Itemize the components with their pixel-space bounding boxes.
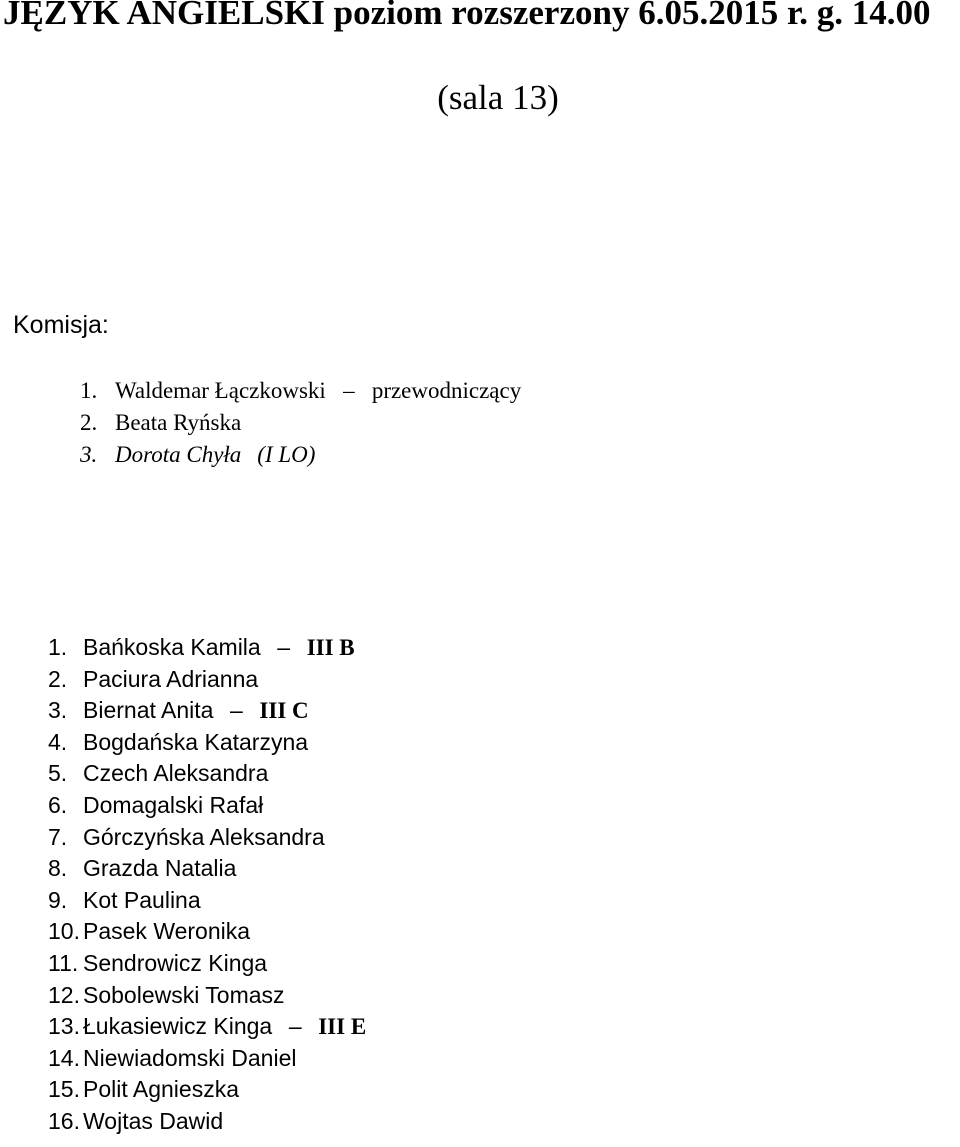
student-name: Bogdańska Katarzyna <box>83 728 309 755</box>
student-number: 7. <box>48 823 68 850</box>
member-role: przewodniczący <box>371 378 522 403</box>
committee-list <box>80 375 521 471</box>
student-class: III C <box>259 698 309 724</box>
student-number: 10. <box>48 918 80 945</box>
page-title: JĘZYK ANGIELSKI poziom rozszerzony 6.05.2015 r. g. 14.00 <box>3 0 931 32</box>
member-school: (I LO) <box>257 442 316 467</box>
student-name: Łukasiewicz Kinga <box>83 1013 273 1040</box>
student-number: 12. <box>48 981 80 1008</box>
student-name: Sendrowicz Kinga <box>83 949 268 976</box>
student-row <box>48 1011 366 1043</box>
dash-separator: – <box>277 634 291 660</box>
student-row <box>48 1043 366 1075</box>
member-name: Waldemar Łączkowski <box>115 378 326 403</box>
student-row <box>48 632 366 664</box>
student-name: Wojtas Dawid <box>83 1107 224 1134</box>
student-number: 9. <box>48 886 68 913</box>
student-list <box>48 632 366 1138</box>
student-row <box>48 948 366 980</box>
student-class: III B <box>306 635 355 660</box>
member-number: 3. <box>80 442 98 467</box>
student-number: 8. <box>48 855 68 882</box>
student-number: 15. <box>48 1076 80 1103</box>
student-number: 3. <box>48 697 68 724</box>
member-name: Beata Ryńska <box>115 410 242 435</box>
student-name: Biernat Anita <box>83 697 214 724</box>
student-row <box>48 916 366 948</box>
student-number: 11. <box>48 949 79 976</box>
dash-separator: – <box>230 697 243 724</box>
student-name: Domagalski Rafał <box>83 791 264 818</box>
committee-member <box>80 407 521 439</box>
student-row <box>48 664 366 696</box>
student-row <box>48 822 366 854</box>
student-number: 13. <box>48 1013 80 1040</box>
student-name: Kot Paulina <box>83 886 201 913</box>
student-row <box>48 853 366 885</box>
student-number: 1. <box>48 634 68 660</box>
student-number: 14. <box>48 1044 80 1071</box>
student-row <box>48 790 366 822</box>
student-name: Polit Agnieszka <box>83 1076 239 1103</box>
student-name: Niewiadomski Daniel <box>83 1044 297 1071</box>
student-row <box>48 1074 366 1106</box>
committee-heading: Komisja: <box>13 311 109 339</box>
student-name: Grazda Natalia <box>83 855 237 882</box>
student-number: 16. <box>48 1107 80 1134</box>
committee-member <box>80 375 521 407</box>
student-name: Pasek Weronika <box>83 918 251 945</box>
student-row <box>48 1106 366 1138</box>
dash-separator: – <box>288 1013 302 1040</box>
student-number: 2. <box>48 665 68 692</box>
student-row <box>48 885 366 917</box>
student-number: 5. <box>48 760 68 787</box>
student-number: 4. <box>48 728 68 755</box>
student-class: III E <box>318 1014 367 1040</box>
student-name: Sobolewski Tomasz <box>83 981 285 1008</box>
student-row <box>48 727 366 759</box>
dash-separator: – <box>343 378 355 403</box>
student-name: Paciura Adrianna <box>83 665 259 692</box>
room-label: (sala 13) <box>437 78 559 117</box>
student-row <box>48 758 366 790</box>
student-row <box>48 695 366 727</box>
student-name: Bańkoska Kamila <box>83 634 261 660</box>
student-name: Czech Aleksandra <box>83 760 269 787</box>
member-number: 1. <box>80 378 98 403</box>
student-row <box>48 980 366 1012</box>
student-number: 6. <box>48 791 68 818</box>
member-name: Dorota Chyła <box>115 442 242 467</box>
member-number: 2. <box>80 410 98 435</box>
committee-member <box>80 439 521 471</box>
student-name: Górczyńska Aleksandra <box>83 823 325 850</box>
